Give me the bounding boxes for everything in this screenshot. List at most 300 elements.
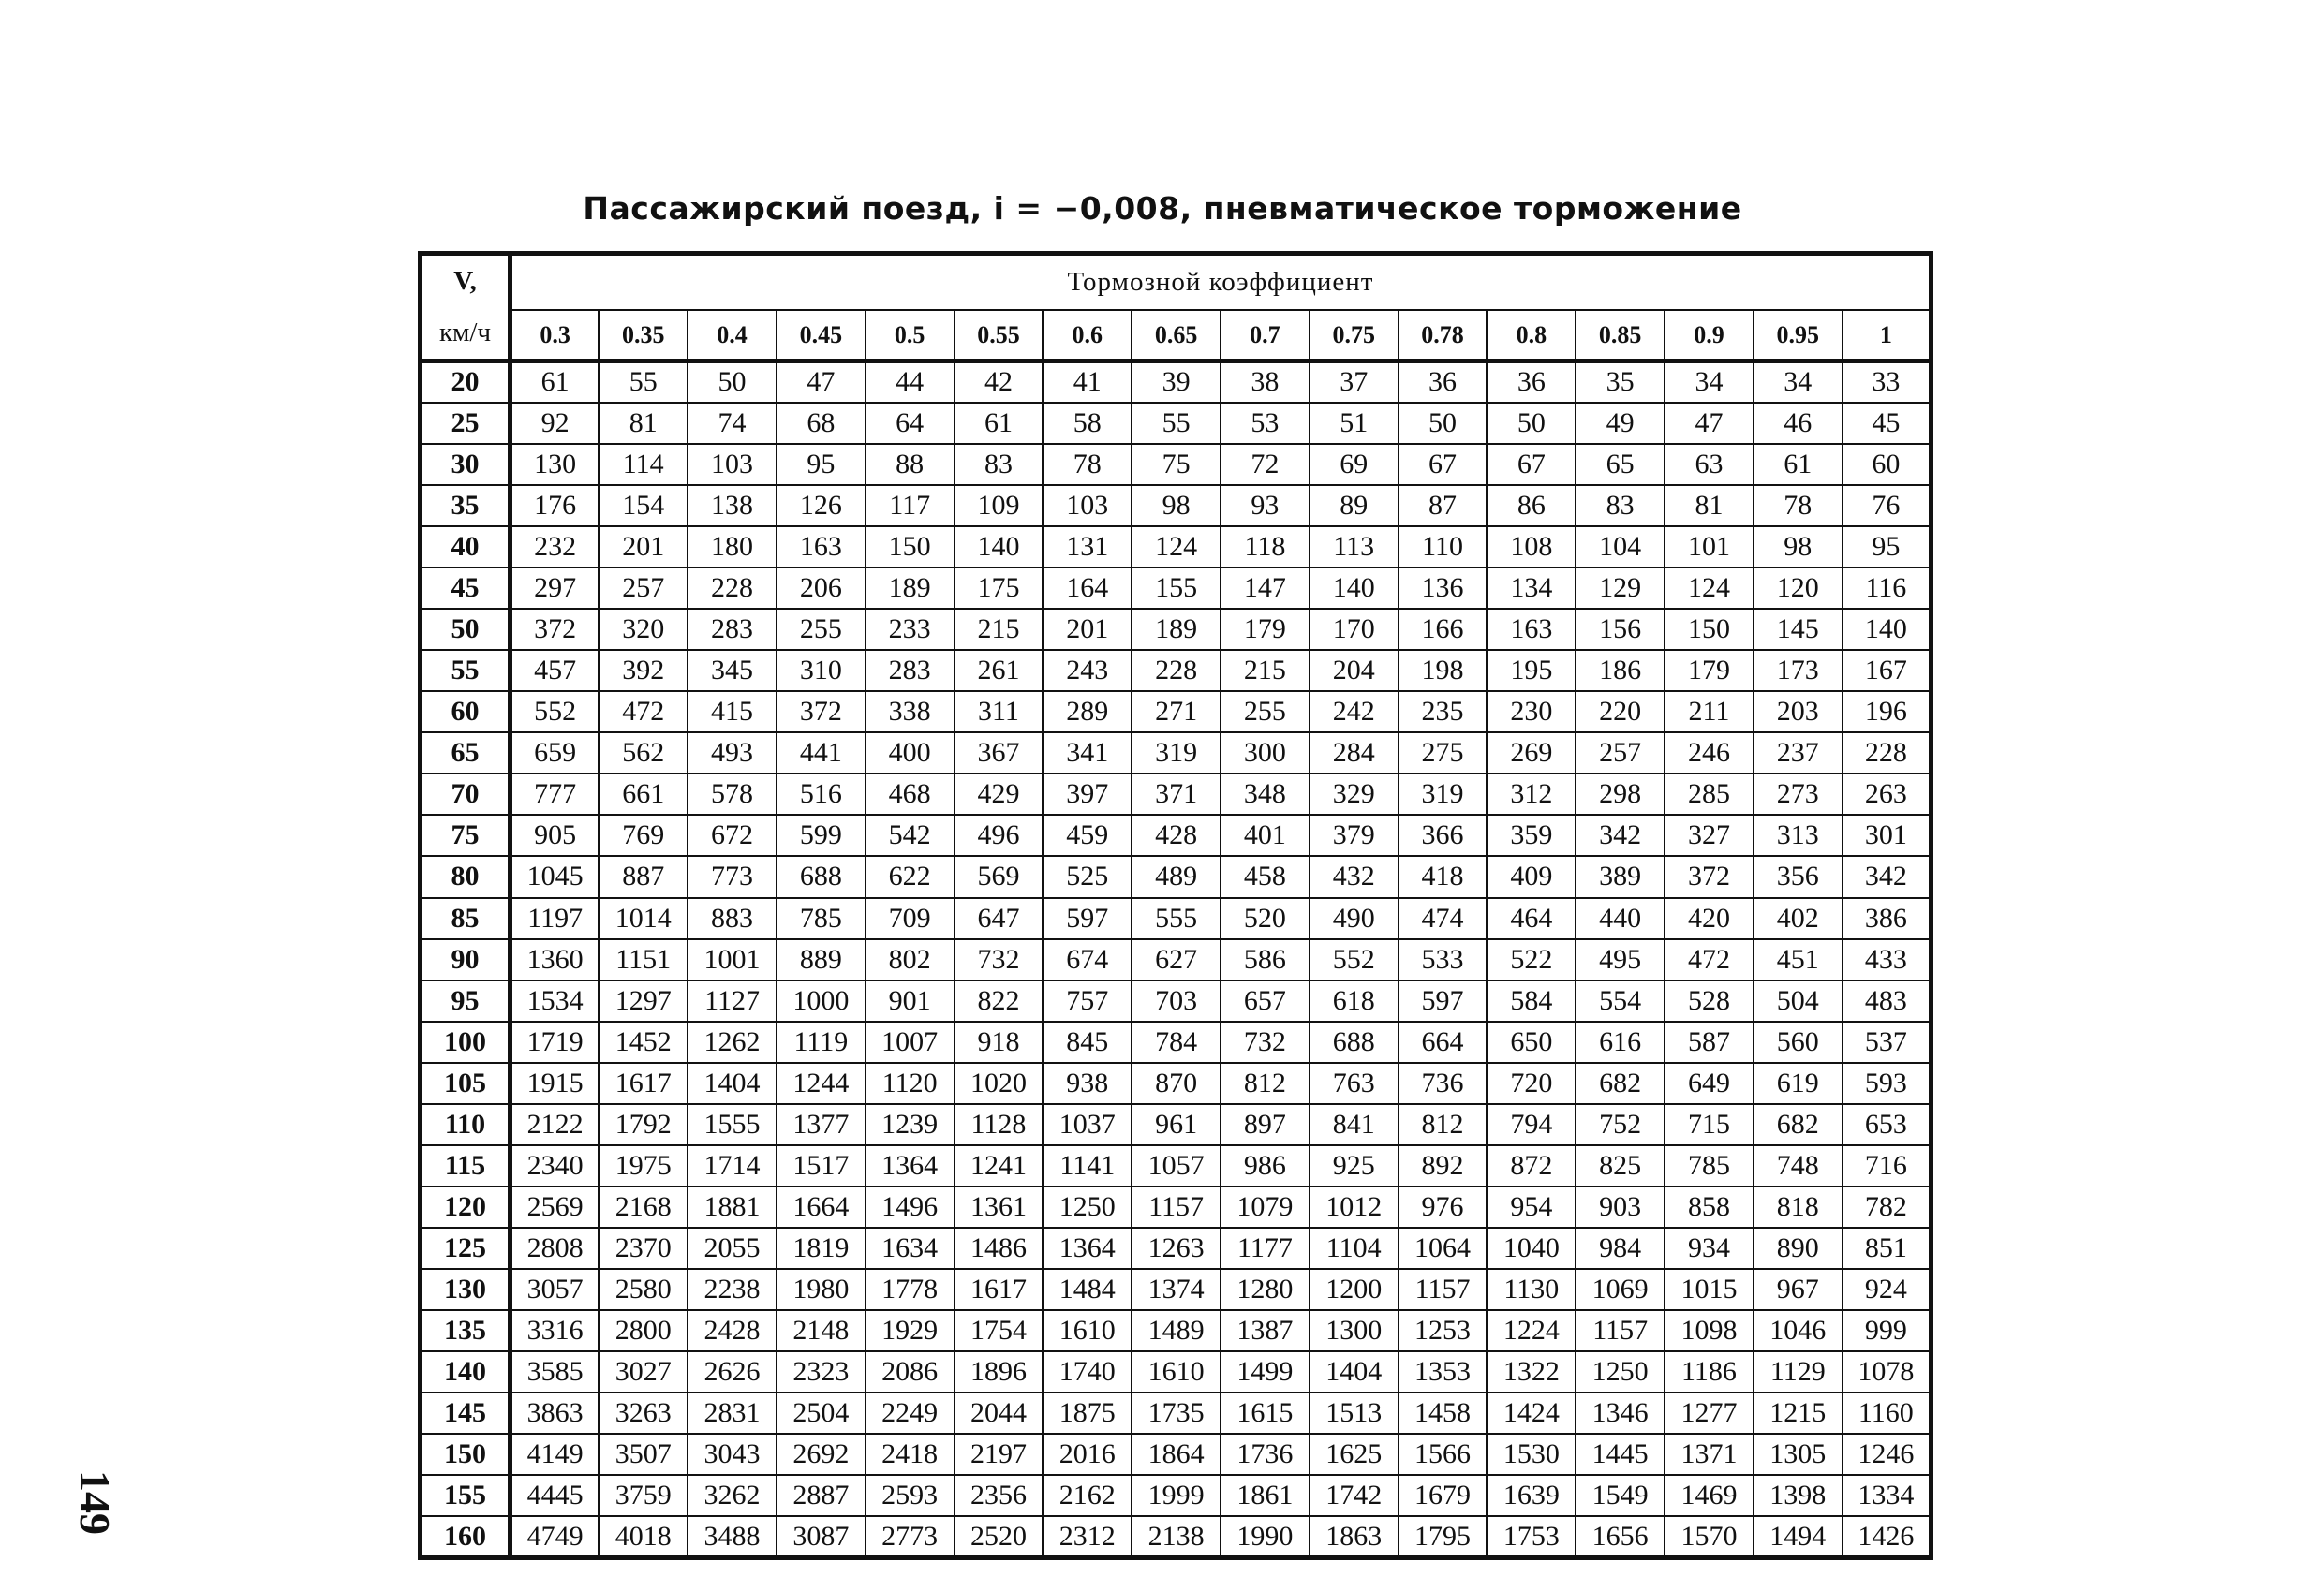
distance-cell: 1452: [599, 1022, 688, 1063]
distance-cell: 359: [1487, 815, 1576, 856]
distance-cell: 1250: [1576, 1351, 1665, 1393]
distance-cell: 53: [1221, 403, 1310, 444]
table-row: [421, 1434, 1932, 1475]
distance-cell: 785: [1665, 1145, 1754, 1187]
distance-cell: 2122: [511, 1104, 600, 1145]
distance-cell: 124: [1665, 568, 1754, 609]
distance-cell: 777: [511, 774, 600, 815]
speed-column-header: [421, 254, 511, 361]
distance-cell: 201: [1043, 609, 1132, 650]
distance-cell: 986: [1221, 1145, 1310, 1187]
distance-cell: 1861: [1221, 1475, 1310, 1516]
distance-cell: 58: [1043, 403, 1132, 444]
distance-cell: 2323: [777, 1351, 866, 1393]
distance-cell: 2520: [955, 1516, 1044, 1557]
distance-cell: 1157: [1132, 1187, 1221, 1228]
distance-cell: 451: [1754, 939, 1843, 980]
distance-cell: 674: [1043, 939, 1132, 980]
speed-cell: 80: [421, 856, 511, 897]
table-row: [421, 980, 1932, 1022]
distance-cell: 870: [1132, 1063, 1221, 1104]
distance-cell: 1656: [1576, 1516, 1665, 1557]
distance-cell: 367: [955, 732, 1044, 774]
distance-cell: 1398: [1754, 1475, 1843, 1516]
distance-cell: 1445: [1576, 1434, 1665, 1475]
distance-cell: 342: [1576, 815, 1665, 856]
distance-cell: 1305: [1754, 1434, 1843, 1475]
distance-cell: 83: [1576, 485, 1665, 526]
distance-cell: 1530: [1487, 1434, 1576, 1475]
distance-cell: 1486: [955, 1228, 1044, 1269]
distance-cell: 341: [1043, 732, 1132, 774]
distance-cell: 428: [1132, 815, 1221, 856]
table-row: [421, 526, 1932, 568]
distance-cell: 36: [1399, 361, 1488, 403]
distance-cell: 1246: [1843, 1434, 1932, 1475]
distance-cell: 415: [688, 691, 777, 732]
distance-cell: 206: [777, 568, 866, 609]
distance-cell: 2626: [688, 1351, 777, 1393]
table-row: [421, 815, 1932, 856]
distance-cell: 311: [955, 691, 1044, 732]
speed-cell: 90: [421, 939, 511, 980]
distance-cell: 905: [511, 815, 600, 856]
distance-cell: 1625: [1310, 1434, 1399, 1475]
distance-cell: 170: [1310, 609, 1399, 650]
distance-cell: 1377: [777, 1104, 866, 1145]
distance-cell: 440: [1576, 898, 1665, 939]
distance-cell: 2428: [688, 1310, 777, 1351]
distance-cell: 67: [1487, 444, 1576, 485]
distance-cell: 134: [1487, 568, 1576, 609]
distance-cell: 1239: [866, 1104, 955, 1145]
distance-cell: 179: [1665, 650, 1754, 691]
distance-cell: 495: [1576, 939, 1665, 980]
distance-cell: 903: [1576, 1187, 1665, 1228]
distance-cell: 211: [1665, 691, 1754, 732]
distance-cell: 458: [1221, 856, 1310, 897]
distance-cell: 1277: [1665, 1393, 1754, 1434]
distance-cell: 938: [1043, 1063, 1132, 1104]
coefficient-header-cell: 0.5: [866, 310, 955, 361]
distance-cell: 300: [1221, 732, 1310, 774]
distance-cell: 1549: [1576, 1475, 1665, 1516]
distance-cell: 175: [955, 568, 1044, 609]
distance-cell: 616: [1576, 1022, 1665, 1063]
distance-cell: 490: [1310, 898, 1399, 939]
distance-cell: 285: [1665, 774, 1754, 815]
distance-cell: 2773: [866, 1516, 955, 1557]
distance-cell: 95: [1843, 526, 1932, 568]
distance-cell: 650: [1487, 1022, 1576, 1063]
table-row: [421, 361, 1932, 403]
distance-cell: 173: [1754, 650, 1843, 691]
distance-cell: 113: [1310, 526, 1399, 568]
distance-cell: 845: [1043, 1022, 1132, 1063]
distance-cell: 1617: [955, 1269, 1044, 1310]
distance-cell: 897: [1221, 1104, 1310, 1145]
distance-cell: 649: [1665, 1063, 1754, 1104]
distance-cell: 1742: [1310, 1475, 1399, 1516]
distance-cell: 118: [1221, 526, 1310, 568]
distance-cell: 4749: [511, 1516, 600, 1557]
distance-cell: 1177: [1221, 1228, 1310, 1269]
coefficient-header-cell: 0.7: [1221, 310, 1310, 361]
distance-cell: 1517: [777, 1145, 866, 1187]
speed-cell: 40: [421, 526, 511, 568]
distance-cell: 504: [1754, 980, 1843, 1022]
distance-cell: 166: [1399, 609, 1488, 650]
coefficient-header-cell: 0.8: [1487, 310, 1576, 361]
distance-cell: 1098: [1665, 1310, 1754, 1351]
speed-cell: 145: [421, 1393, 511, 1434]
distance-cell: 1489: [1132, 1310, 1221, 1351]
distance-cell: 228: [688, 568, 777, 609]
distance-cell: 1864: [1132, 1434, 1221, 1475]
distance-cell: 703: [1132, 980, 1221, 1022]
distance-cell: 4445: [511, 1475, 600, 1516]
distance-cell: 35: [1576, 361, 1665, 403]
distance-cell: 552: [511, 691, 600, 732]
distance-cell: 457: [511, 650, 600, 691]
distance-cell: 825: [1576, 1145, 1665, 1187]
distance-cell: 34: [1754, 361, 1843, 403]
distance-cell: 622: [866, 856, 955, 897]
distance-cell: 275: [1399, 732, 1488, 774]
distance-cell: 1007: [866, 1022, 955, 1063]
distance-cell: 1360: [511, 939, 600, 980]
distance-cell: 319: [1132, 732, 1221, 774]
distance-cell: 1120: [866, 1063, 955, 1104]
distance-cell: 228: [1132, 650, 1221, 691]
distance-cell: 98: [1754, 526, 1843, 568]
braking-coefficient-header: Тормозной коэффициент: [511, 254, 1932, 310]
distance-cell: 55: [599, 361, 688, 403]
distance-cell: 2312: [1043, 1516, 1132, 1557]
distance-cell: 748: [1754, 1145, 1843, 1187]
distance-cell: 2138: [1132, 1516, 1221, 1557]
coefficient-header-cell: 1: [1843, 310, 1932, 361]
distance-cell: 794: [1487, 1104, 1576, 1145]
distance-cell: 61: [955, 403, 1044, 444]
distance-cell: 400: [866, 732, 955, 774]
distance-cell: 319: [1399, 774, 1488, 815]
distance-cell: 2086: [866, 1351, 955, 1393]
distance-cell: 688: [777, 856, 866, 897]
distance-cell: 562: [599, 732, 688, 774]
distance-cell: 220: [1576, 691, 1665, 732]
distance-cell: 1387: [1221, 1310, 1310, 1351]
distance-cell: 597: [1399, 980, 1488, 1022]
distance-cell: 257: [1576, 732, 1665, 774]
distance-cell: 379: [1310, 815, 1399, 856]
distance-cell: 37: [1310, 361, 1399, 403]
coefficient-header-cell: 0.85: [1576, 310, 1665, 361]
distance-cell: 64: [866, 403, 955, 444]
table-row: [421, 856, 1932, 897]
distance-cell: 155: [1132, 568, 1221, 609]
distance-cell: 1735: [1132, 1393, 1221, 1434]
distance-cell: 329: [1310, 774, 1399, 815]
distance-cell: 261: [955, 650, 1044, 691]
distance-cell: 1160: [1843, 1393, 1932, 1434]
distance-cell: 2356: [955, 1475, 1044, 1516]
distance-cell: 474: [1399, 898, 1488, 939]
distance-cell: 653: [1843, 1104, 1932, 1145]
distance-cell: 1141: [1043, 1145, 1132, 1187]
distance-cell: 1057: [1132, 1145, 1221, 1187]
distance-cell: 732: [1221, 1022, 1310, 1063]
distance-cell: 1494: [1754, 1516, 1843, 1557]
distance-cell: 432: [1310, 856, 1399, 897]
speed-cell: 85: [421, 898, 511, 939]
distance-cell: 1778: [866, 1269, 955, 1310]
distance-cell: 533: [1399, 939, 1488, 980]
distance-cell: 2593: [866, 1475, 955, 1516]
distance-cell: 1012: [1310, 1187, 1399, 1228]
distance-cell: 1128: [955, 1104, 1044, 1145]
distance-cell: 1795: [1399, 1516, 1488, 1557]
distance-cell: 4018: [599, 1516, 688, 1557]
distance-cell: 196: [1843, 691, 1932, 732]
distance-cell: 664: [1399, 1022, 1488, 1063]
distance-cell: 1566: [1399, 1434, 1488, 1475]
distance-cell: 114: [599, 444, 688, 485]
distance-cell: 3863: [511, 1393, 600, 1434]
distance-cell: 1014: [599, 898, 688, 939]
distance-cell: 3507: [599, 1434, 688, 1475]
distance-cell: 1875: [1043, 1393, 1132, 1434]
distance-cell: 33: [1843, 361, 1932, 403]
distance-cell: 1639: [1487, 1475, 1576, 1516]
distance-cell: 569: [955, 856, 1044, 897]
distance-cell: 925: [1310, 1145, 1399, 1187]
coefficient-header-cell: 0.4: [688, 310, 777, 361]
distance-cell: 78: [1043, 444, 1132, 485]
distance-cell: 1881: [688, 1187, 777, 1228]
distance-cell: 1371: [1665, 1434, 1754, 1475]
distance-cell: 147: [1221, 568, 1310, 609]
coefficient-header-cell: 0.9: [1665, 310, 1754, 361]
distance-cell: 372: [511, 609, 600, 650]
distance-cell: 441: [777, 732, 866, 774]
distance-cell: 78: [1754, 485, 1843, 526]
distance-cell: 924: [1843, 1269, 1932, 1310]
distance-cell: 782: [1843, 1187, 1932, 1228]
coefficient-header-cell: 0.6: [1043, 310, 1132, 361]
distance-cell: 189: [1132, 609, 1221, 650]
distance-cell: 131: [1043, 526, 1132, 568]
table-row: [421, 1516, 1932, 1557]
distance-cell: 195: [1487, 650, 1576, 691]
distance-cell: 289: [1043, 691, 1132, 732]
distance-cell: 1617: [599, 1063, 688, 1104]
distance-cell: 140: [955, 526, 1044, 568]
distance-cell: 65: [1576, 444, 1665, 485]
distance-cell: 74: [688, 403, 777, 444]
distance-cell: 732: [955, 939, 1044, 980]
distance-cell: 887: [599, 856, 688, 897]
distance-cell: 1346: [1576, 1393, 1665, 1434]
distance-cell: 69: [1310, 444, 1399, 485]
distance-cell: 587: [1665, 1022, 1754, 1063]
distance-cell: 255: [777, 609, 866, 650]
distance-cell: 489: [1132, 856, 1221, 897]
speed-cell: 25: [421, 403, 511, 444]
distance-cell: 472: [1665, 939, 1754, 980]
distance-cell: 1069: [1576, 1269, 1665, 1310]
coefficient-header-cell: 0.45: [777, 310, 866, 361]
distance-cell: 51: [1310, 403, 1399, 444]
distance-cell: 1037: [1043, 1104, 1132, 1145]
speed-cell: 105: [421, 1063, 511, 1104]
speed-cell: 150: [421, 1434, 511, 1475]
distance-cell: 1241: [955, 1145, 1044, 1187]
distance-cell: 1119: [777, 1022, 866, 1063]
distance-cell: 1224: [1487, 1310, 1576, 1351]
distance-cell: 1322: [1487, 1351, 1576, 1393]
distance-cell: 242: [1310, 691, 1399, 732]
speed-cell: 60: [421, 691, 511, 732]
distance-cell: 75: [1132, 444, 1221, 485]
distance-cell: 117: [866, 485, 955, 526]
distance-cell: 841: [1310, 1104, 1399, 1145]
distance-cell: 186: [1576, 650, 1665, 691]
distance-cell: 103: [688, 444, 777, 485]
table-row: [421, 568, 1932, 609]
speed-header-unit: км/ч: [438, 317, 492, 348]
distance-cell: 45: [1843, 403, 1932, 444]
distance-cell: 586: [1221, 939, 1310, 980]
distance-cell: 88: [866, 444, 955, 485]
speed-cell: 100: [421, 1022, 511, 1063]
distance-cell: 61: [511, 361, 600, 403]
distance-cell: 715: [1665, 1104, 1754, 1145]
distance-cell: 528: [1665, 980, 1754, 1022]
distance-cell: 1513: [1310, 1393, 1399, 1434]
distance-cell: 472: [599, 691, 688, 732]
speed-cell: 70: [421, 774, 511, 815]
distance-cell: 86: [1487, 485, 1576, 526]
coefficient-header-row: [421, 310, 1932, 361]
distance-cell: 1792: [599, 1104, 688, 1145]
speed-cell: 120: [421, 1187, 511, 1228]
distance-cell: 483: [1843, 980, 1932, 1022]
distance-cell: 1664: [777, 1187, 866, 1228]
distance-cell: 203: [1754, 691, 1843, 732]
distance-cell: 785: [777, 898, 866, 939]
distance-cell: 348: [1221, 774, 1310, 815]
distance-cell: 89: [1310, 485, 1399, 526]
table-row: [421, 939, 1932, 980]
distance-cell: 1127: [688, 980, 777, 1022]
distance-cell: 1374: [1132, 1269, 1221, 1310]
distance-cell: 682: [1754, 1104, 1843, 1145]
distance-cell: 389: [1576, 856, 1665, 897]
distance-cell: 459: [1043, 815, 1132, 856]
distance-cell: 1469: [1665, 1475, 1754, 1516]
distance-cell: 1200: [1310, 1269, 1399, 1310]
distance-cell: 1000: [777, 980, 866, 1022]
distance-cell: 397: [1043, 774, 1132, 815]
distance-cell: 892: [1399, 1145, 1488, 1187]
distance-cell: 818: [1754, 1187, 1843, 1228]
distance-cell: 520: [1221, 898, 1310, 939]
distance-cell: 312: [1487, 774, 1576, 815]
distance-cell: 301: [1843, 815, 1932, 856]
distance-cell: 1130: [1487, 1269, 1576, 1310]
distance-cell: 1736: [1221, 1434, 1310, 1475]
distance-cell: 709: [866, 898, 955, 939]
distance-cell: 63: [1665, 444, 1754, 485]
distance-cell: 1300: [1310, 1310, 1399, 1351]
distance-cell: 934: [1665, 1228, 1754, 1269]
distance-cell: 327: [1665, 815, 1754, 856]
speed-cell: 155: [421, 1475, 511, 1516]
distance-cell: 858: [1665, 1187, 1754, 1228]
distance-cell: 72: [1221, 444, 1310, 485]
distance-cell: 1020: [955, 1063, 1044, 1104]
distance-cell: 784: [1132, 1022, 1221, 1063]
distance-cell: 163: [1487, 609, 1576, 650]
coefficient-header-cell: 0.78: [1399, 310, 1488, 361]
distance-cell: 1496: [866, 1187, 955, 1228]
distance-cell: 3027: [599, 1351, 688, 1393]
distance-cell: 3585: [511, 1351, 600, 1393]
distance-cell: 2831: [688, 1393, 777, 1434]
distance-cell: 81: [1665, 485, 1754, 526]
distance-cell: 757: [1043, 980, 1132, 1022]
distance-cell: 283: [866, 650, 955, 691]
speed-cell: 45: [421, 568, 511, 609]
distance-cell: 1353: [1399, 1351, 1488, 1393]
distance-cell: 269: [1487, 732, 1576, 774]
coefficient-header-cell: 0.3: [511, 310, 600, 361]
distance-cell: 812: [1399, 1104, 1488, 1145]
distance-cell: 2370: [599, 1228, 688, 1269]
distance-cell: 1896: [955, 1351, 1044, 1393]
distance-cell: 1157: [1399, 1269, 1488, 1310]
speed-cell: 125: [421, 1228, 511, 1269]
distance-cell: 522: [1487, 939, 1576, 980]
distance-cell: 1863: [1310, 1516, 1399, 1557]
coefficient-header-cell: 0.75: [1310, 310, 1399, 361]
distance-cell: 661: [599, 774, 688, 815]
table-row: [421, 1475, 1932, 1516]
distance-cell: 1364: [866, 1145, 955, 1187]
distance-cell: 763: [1310, 1063, 1399, 1104]
distance-cell: 1001: [688, 939, 777, 980]
distance-cell: 50: [1487, 403, 1576, 444]
distance-cell: 67: [1399, 444, 1488, 485]
distance-cell: 619: [1754, 1063, 1843, 1104]
distance-cell: 164: [1043, 568, 1132, 609]
distance-cell: 1280: [1221, 1269, 1310, 1310]
distance-cell: 3759: [599, 1475, 688, 1516]
group-header-row: [421, 254, 1932, 310]
distance-cell: 1253: [1399, 1310, 1488, 1351]
distance-cell: 1634: [866, 1228, 955, 1269]
distance-cell: 1215: [1754, 1393, 1843, 1434]
distance-cell: 1555: [688, 1104, 777, 1145]
distance-cell: 145: [1754, 609, 1843, 650]
distance-cell: 313: [1754, 815, 1843, 856]
distance-cell: 310: [777, 650, 866, 691]
distance-cell: 3262: [688, 1475, 777, 1516]
distance-cell: 647: [955, 898, 1044, 939]
distance-cell: 1263: [1132, 1228, 1221, 1269]
distance-cell: 822: [955, 980, 1044, 1022]
